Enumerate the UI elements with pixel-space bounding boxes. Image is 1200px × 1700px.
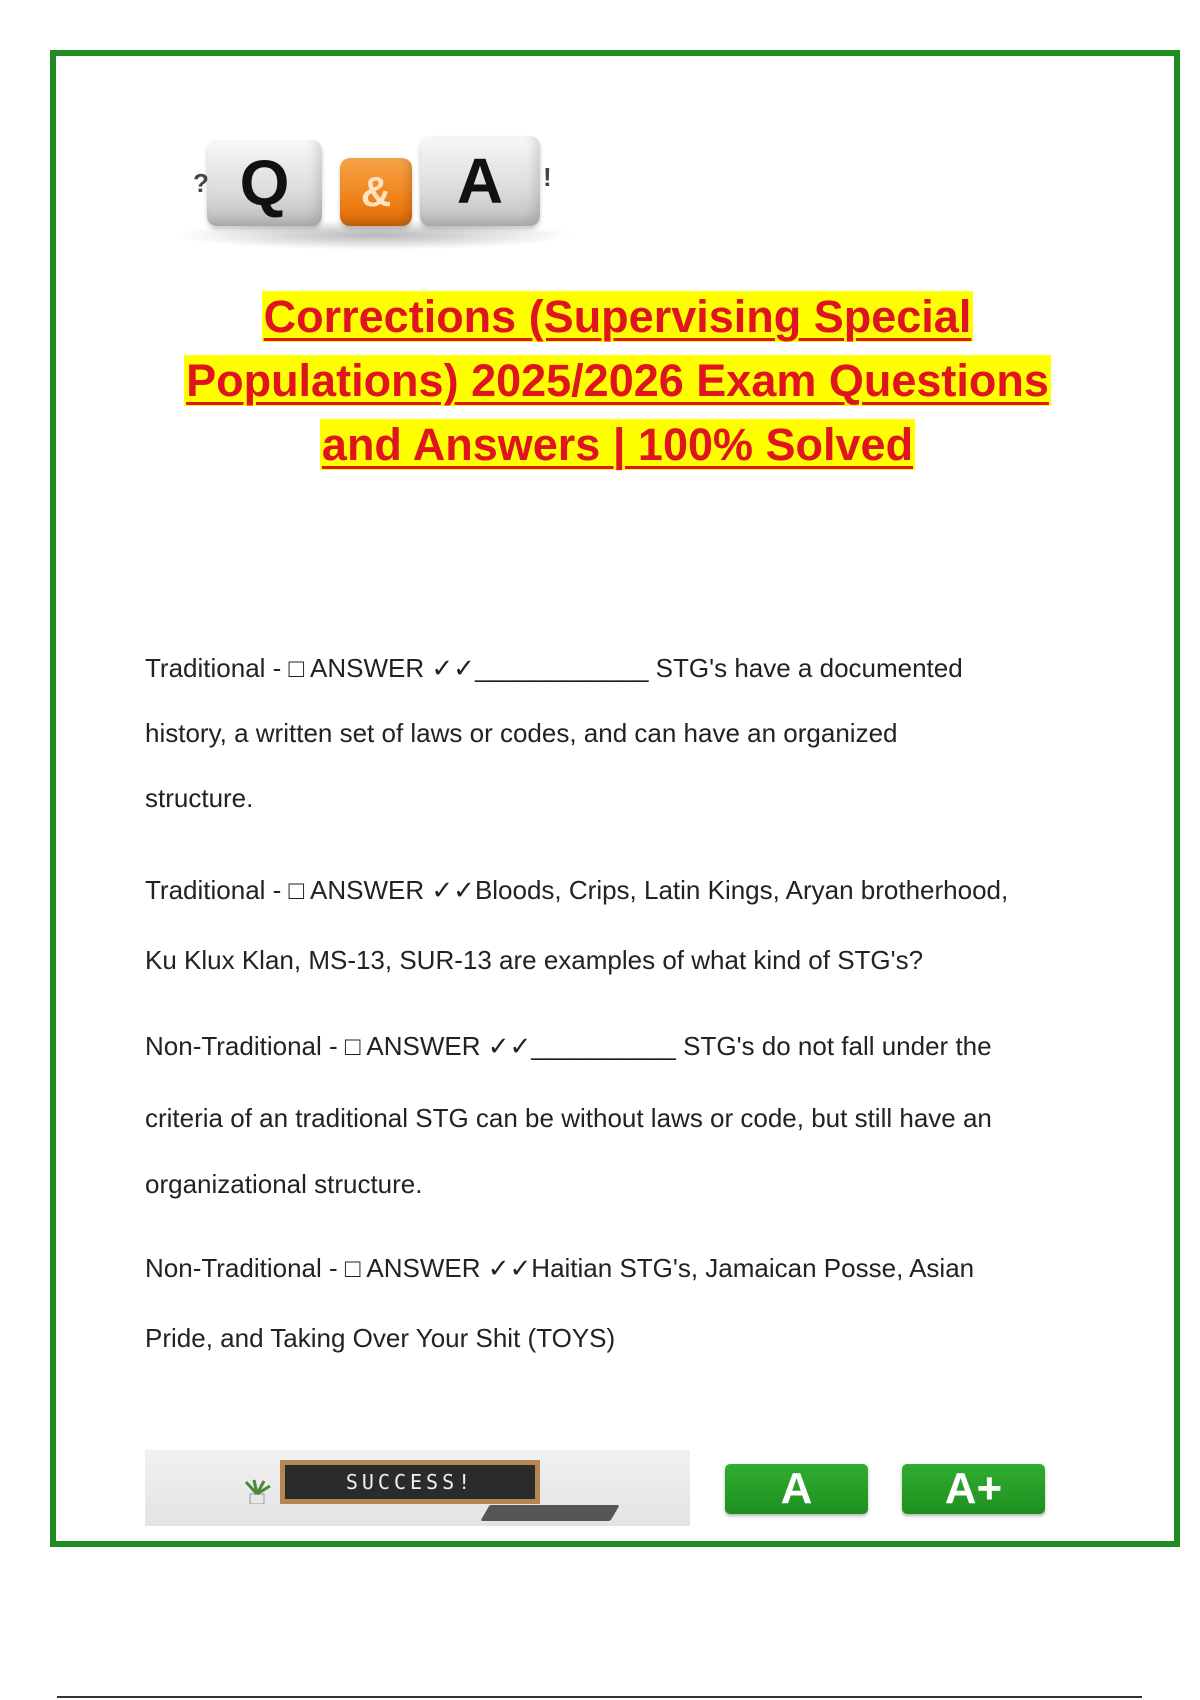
logo-letter-q: Q: [239, 147, 290, 219]
success-chalkboard: SUCCESS!: [280, 1460, 540, 1504]
qa-item-1: [145, 633, 1105, 833]
title-line-3: and Answers | 100% Solved: [321, 419, 914, 470]
bottom-divider: [57, 1696, 1142, 1698]
title-line-2: Populations) 2025/2026 Exam Questions: [186, 355, 1049, 406]
qa-line: criteria of an traditional STG can be without laws or code, but still have an: [145, 1103, 992, 1133]
logo-cube-a: [420, 136, 540, 226]
qa-line: structure.: [145, 783, 254, 813]
grade-a-plus-badge: A+: [902, 1464, 1045, 1514]
title-line-1: Corrections (Supervising Special: [263, 291, 972, 342]
logo-cube-ampersand: [340, 158, 412, 226]
laptop-icon: [480, 1505, 619, 1521]
qa-line: Non-Traditional - □ ANSWER ✓✓Haitian STG's, Jamaican Posse, Asian: [145, 1253, 975, 1283]
logo-side-question-mark: ?: [193, 168, 209, 198]
plant-icon: [240, 1478, 274, 1504]
grade-a-badge: A: [725, 1464, 868, 1514]
logo-ampersand: &: [360, 168, 392, 215]
qa-line: organizational structure.: [145, 1169, 423, 1199]
document-title: [120, 285, 1115, 477]
qa-line: Pride, and Taking Over Your Shit (TOYS): [145, 1323, 616, 1353]
qa-line: history, a written set of laws or codes, and can have an organized: [145, 718, 898, 748]
logo-letter-a: A: [456, 145, 504, 217]
logo-cube-q: [207, 140, 322, 226]
qa-line: Non-Traditional - □ ANSWER ✓✓__________ STG's do not fall under the: [145, 1031, 992, 1061]
qa-item-4: [145, 1233, 1105, 1373]
logo-side-exclamation: !: [543, 162, 552, 192]
qa-line: Ku Klux Klan, MS-13, SUR-13 are examples of what kind of STG's?: [145, 945, 924, 975]
qa-line: Traditional - □ ANSWER ✓✓Bloods, Crips, Latin Kings, Aryan brotherhood,: [145, 875, 1009, 905]
qa-line: Traditional - □ ANSWER ✓✓____________ STG's have a documented: [145, 653, 963, 683]
qa-dice-logo: [145, 100, 600, 265]
qa-item-3: [145, 1011, 1105, 1213]
success-banner-image: [145, 1450, 690, 1526]
qa-item-2: [145, 855, 1105, 995]
